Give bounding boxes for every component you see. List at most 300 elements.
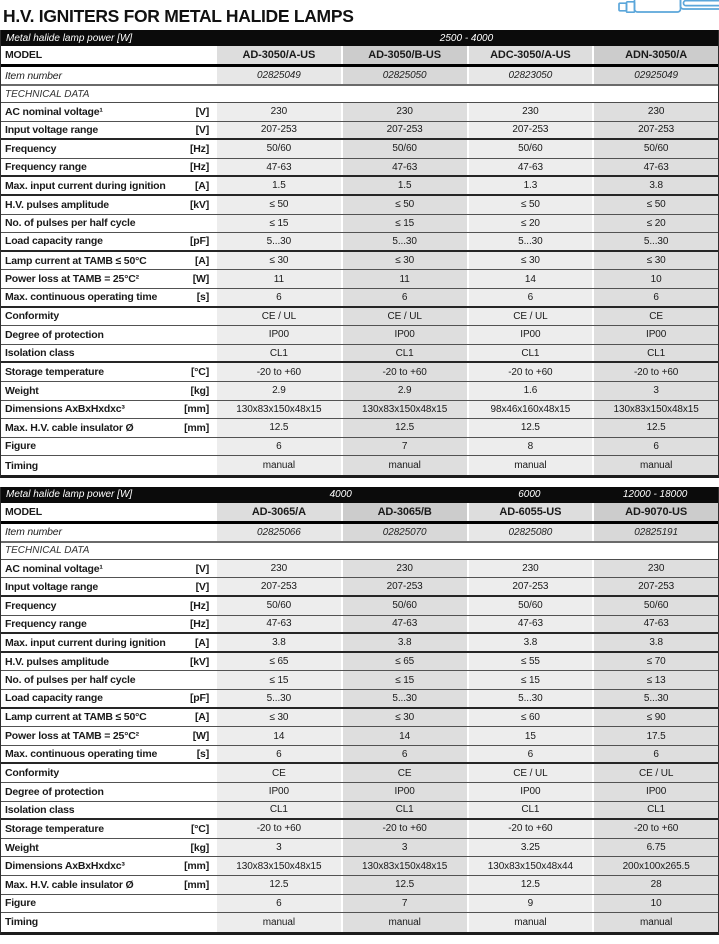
item-number-row [1,67,718,86]
spec-row [1,270,718,289]
spec-row-label [1,215,215,233]
spec-value-cell: CE / UL [215,308,341,326]
spec-value-cell: 7 [341,895,467,913]
spec-value-cell: -20 to +60 [341,820,467,838]
spec-value-cell: IP00 [341,783,467,801]
spec-value-cell: 3 [341,839,467,857]
spec-label-text: Load capacity range [5,235,103,248]
spec-value-cell: 15 [467,727,593,745]
spec-value-cell: ≤ 90 [592,709,718,727]
spec-label-text: Frequency range [5,161,87,174]
spec-value-cell: 12.5 [215,419,341,437]
spec-value-cell: -20 to +60 [467,820,593,838]
spec-row [1,177,718,196]
spec-label-text: Max. continuous operating time [5,291,158,304]
spec-value-cell: 47-63 [215,616,341,633]
page-header [0,0,719,30]
spec-value-cell: 50/60 [341,140,467,158]
item-number-row-label: Item number [1,67,215,84]
spec-row-label [1,140,215,158]
spec-value-cell: -20 to +60 [215,363,341,381]
spec-label-text: Conformity [5,310,59,323]
item-number-row [1,524,718,543]
spec-value-cell: 5...30 [341,233,467,250]
spec-value-cell: 12.5 [592,419,718,437]
spec-value-cell: CL1 [467,345,593,362]
spec-value-cell: 207-253 [467,578,593,595]
spec-value-cell: 6 [215,289,341,306]
model-name-cell: AD-9070-US [592,503,718,521]
model-row-label: MODEL [1,503,215,521]
spec-unit-text: [mm] [184,403,209,416]
spec-unit-text: [W] [192,730,209,743]
item-number-row-label: Item number [1,524,215,541]
spec-value-cell: 5...30 [467,233,593,250]
spec-value-cell: 5...30 [592,233,718,250]
page-title: H.V. IGNITERS FOR METAL HALIDE LAMPS [3,6,354,26]
spec-value-cell: 230 [467,103,593,121]
spec-value-cell: 12.5 [467,876,593,894]
spec-row [1,746,718,765]
spec-row [1,326,718,345]
spec-value-cell: 130x83x150x48x15 [341,857,467,875]
spec-value-cell: manual [592,456,718,475]
spec-value-cell: CE / UL [467,764,593,782]
model-name-cell: ADC-3050/A-US [467,46,593,64]
spec-row-label [1,363,215,381]
spec-label-text: AC nominal voltage¹ [5,562,103,575]
spec-unit-text: [A] [195,179,209,192]
spec-row-label [1,103,215,121]
power-band-label: Metal halide lamp power [W] [6,32,133,44]
spec-value-cell: ≤ 30 [341,252,467,270]
technical-data-label: TECHNICAL DATA [1,543,718,560]
spec-value-cell: 10 [592,895,718,913]
spec-row-label [1,456,215,475]
spec-value-cell: -20 to +60 [467,363,593,381]
spec-label-text: Max. H.V. cable insulator Ø [5,878,134,891]
spec-value-cell: ≤ 50 [467,196,593,214]
spec-unit-text: [kg] [190,841,209,854]
spec-value-cell: 28 [592,876,718,894]
spec-value-cell: 207-253 [592,122,718,139]
spec-value-cell: 6 [467,289,593,306]
spec-value-cell: 230 [592,103,718,121]
spec-label-text: Lamp current at TAMB ≤ 50°C [5,254,147,267]
spec-value-cell: 230 [341,560,467,578]
spec-unit-text: [A] [195,254,209,267]
spec-value-cell: 14 [467,270,593,288]
power-range-value: 6000 [518,489,541,501]
model-row-label: MODEL [1,46,215,64]
spec-value-cell: ≤ 15 [341,671,467,689]
spec-value-cell: 230 [341,103,467,121]
spec-value-cell: 12.5 [215,876,341,894]
spec-value-cell: manual [215,456,341,475]
spec-label-text: Isolation class [5,347,75,360]
spec-row-label [1,653,215,671]
spec-row [1,727,718,746]
spec-label-text: Timing [5,916,39,929]
item-number-cell: 02825050 [341,67,467,84]
spec-row-label [1,308,215,326]
model-name-cell: ADN-3050/A [592,46,718,64]
spec-label-text: Max. H.V. cable insulator Ø [5,421,134,434]
spec-value-cell: manual [215,913,341,932]
spec-value-cell: 12.5 [341,419,467,437]
spec-value-cell: ≤ 50 [341,196,467,214]
spec-value-cell: 3.8 [341,634,467,651]
spec-value-cell: manual [341,456,467,475]
spec-label-text: Timing [5,459,39,472]
spec-row [1,363,718,382]
spec-value-cell: IP00 [592,326,718,344]
spec-label-text: No. of pulses per half cycle [5,217,136,230]
spec-row [1,857,718,876]
spec-label-text: Frequency range [5,617,87,630]
spec-value-cell: 130x83x150x48x15 [215,857,341,875]
spec-value-cell: 47-63 [341,159,467,176]
spec-row-label [1,727,215,745]
spec-value-cell: 11 [215,270,341,288]
spec-label-text: Lamp current at TAMB ≤ 50°C [5,711,147,724]
spec-value-cell: 6 [467,746,593,763]
spec-value-cell: 5...30 [341,690,467,707]
spec-value-cell: 50/60 [215,597,341,615]
spec-value-cell: 6.75 [592,839,718,857]
spec-row [1,839,718,858]
spec-unit-text: [pF] [189,692,209,705]
spec-unit-text: [V] [195,580,209,593]
spec-label-text: Power loss at TAMB = 25°C² [5,730,139,743]
spec-value-cell: 130x83x150x48x15 [341,401,467,419]
spec-value-cell: CL1 [215,345,341,362]
technical-data-label: TECHNICAL DATA [1,86,718,103]
tables-container [0,30,719,935]
spec-label-text: Max. input current during ignition [5,179,166,192]
spec-label-text: Frequency [5,142,57,155]
spec-row-label [1,438,215,456]
spec-label-text: H.V. pulses amplitude [5,655,109,668]
spec-row-label [1,345,215,362]
spec-value-cell: 47-63 [592,159,718,176]
spec-label-text: Frequency [5,599,57,612]
spec-row-label [1,196,215,214]
spec-value-cell: CL1 [341,802,467,819]
spec-value-cell: manual [592,913,718,932]
spec-unit-text: [mm] [184,421,209,434]
spec-value-cell: 10 [592,270,718,288]
spec-unit-text: [Hz] [189,617,209,630]
spec-value-cell: 130x83x150x48x15 [592,401,718,419]
spec-row [1,616,718,635]
spec-value-cell: IP00 [215,783,341,801]
spec-row-label [1,159,215,176]
spec-unit-text: [°C] [191,366,209,379]
spec-row [1,597,718,616]
spec-unit-text: [A] [195,711,209,724]
spec-row-label [1,560,215,578]
spec-label-text: Load capacity range [5,692,103,705]
spec-value-cell: 130x83x150x48x44 [467,857,593,875]
spec-row-label [1,597,215,615]
model-name-cell: AD-3065/B [341,503,467,521]
spec-value-cell: 5...30 [467,690,593,707]
spec-value-cell: 207-253 [592,578,718,595]
spec-row [1,634,718,653]
spec-unit-text: [Hz] [189,142,209,155]
spec-value-cell: 207-253 [467,122,593,139]
spec-value-cell: CE [592,308,718,326]
spec-row-label [1,177,215,194]
spec-value-cell: ≤ 15 [215,671,341,689]
spec-value-cell: 1.5 [215,177,341,194]
spec-value-cell: 3 [592,382,718,400]
spec-value-cell: 8 [467,438,593,456]
spec-row [1,764,718,783]
spec-value-cell: 230 [592,560,718,578]
igniter-product-drawing-icon [617,0,719,16]
spec-label-text: Isolation class [5,803,75,816]
spec-label-text: Storage temperature [5,822,104,835]
spec-row [1,103,718,122]
model-name-cell: AD-3050/A-US [215,46,341,64]
spec-unit-text: [°C] [191,822,209,835]
model-name-cell: AD-3050/B-US [341,46,467,64]
spec-value-cell: 11 [341,270,467,288]
spec-value-cell: ≤ 60 [467,709,593,727]
spec-row-label [1,270,215,288]
spec-value-cell: ≤ 15 [341,215,467,233]
spec-value-cell: 5...30 [215,233,341,250]
spec-row-label [1,783,215,801]
spec-value-cell: CE [341,764,467,782]
spec-row [1,578,718,597]
spec-row-label [1,252,215,270]
spec-label-text: Dimensions AxBxHxdxc³ [5,403,125,416]
spec-value-cell: 230 [215,103,341,121]
power-band-label: Metal halide lamp power [W] [6,489,133,501]
spec-row [1,345,718,364]
spec-unit-text: [mm] [184,860,209,873]
power-band [1,30,718,46]
spec-row [1,382,718,401]
spec-value-cell: 50/60 [341,597,467,615]
spec-value-cell: manual [467,456,593,475]
spec-value-cell: CE [215,764,341,782]
spec-label-text: Figure [5,897,36,910]
spec-value-cell: 2.9 [341,382,467,400]
spec-value-cell: -20 to +60 [341,363,467,381]
item-number-cell: 02825191 [592,524,718,541]
spec-value-cell: IP00 [467,783,593,801]
spec-value-cell: 230 [215,560,341,578]
model-name-cell: AD-6055-US [467,503,593,521]
spec-row [1,653,718,672]
power-band [1,487,718,503]
spec-row [1,690,718,709]
model-row [1,46,718,67]
spec-value-cell: CE / UL [341,308,467,326]
spec-value-cell: 3.8 [215,634,341,651]
spec-label-text: No. of pulses per half cycle [5,674,136,687]
spec-value-cell: CE / UL [467,308,593,326]
spec-row-label [1,233,215,250]
spec-value-cell: 6 [341,746,467,763]
spec-value-cell: 12.5 [467,419,593,437]
spec-row [1,196,718,215]
spec-row [1,671,718,690]
spec-label-text: Max. input current during ignition [5,636,166,649]
spec-row-label [1,616,215,633]
spec-value-cell: 207-253 [341,578,467,595]
spec-label-text: Input voltage range [5,580,99,593]
spec-label-text: Max. continuous operating time [5,748,158,761]
power-range-value: 12000 - 18000 [622,489,688,501]
spec-value-cell: 207-253 [341,122,467,139]
spec-value-cell: 12.5 [341,876,467,894]
item-number-cell: 02825070 [341,524,467,541]
spec-row-label [1,895,215,913]
spec-label-text: H.V. pulses amplitude [5,198,109,211]
spec-value-cell: 5...30 [592,690,718,707]
spec-row [1,709,718,728]
spec-value-cell: 47-63 [592,616,718,633]
spec-value-cell: 50/60 [592,597,718,615]
spec-label-text: Weight [5,384,39,397]
spec-value-cell: ≤ 30 [215,252,341,270]
spec-value-cell: ≤ 30 [592,252,718,270]
spec-row-label [1,764,215,782]
spec-value-cell: ≤ 13 [592,671,718,689]
spec-value-cell: 6 [215,895,341,913]
spec-row-label [1,326,215,344]
model-row [1,503,718,524]
spec-row [1,401,718,420]
spec-value-cell: 6 [592,289,718,306]
spec-value-cell: 14 [215,727,341,745]
spec-value-cell: CL1 [592,802,718,819]
spec-value-cell: 6 [592,438,718,456]
spec-value-cell: 207-253 [215,122,341,139]
spec-value-cell: ≤ 30 [215,709,341,727]
spec-value-cell: 17.5 [592,727,718,745]
spec-value-cell: 230 [467,560,593,578]
power-range-value: 2500 - 4000 [439,32,494,44]
spec-unit-text: [mm] [184,878,209,891]
spec-value-cell: ≤ 20 [467,215,593,233]
spec-unit-text: [A] [195,636,209,649]
spec-value-cell: -20 to +60 [215,820,341,838]
spec-value-cell: -20 to +60 [592,820,718,838]
spec-value-cell: ≤ 15 [215,215,341,233]
spec-row [1,783,718,802]
spec-row-label [1,578,215,595]
spec-row-label [1,913,215,932]
spec-value-cell: 3 [215,839,341,857]
spec-row-label [1,709,215,727]
spec-row-label [1,419,215,437]
spec-label-text: Figure [5,440,36,453]
spec-unit-text: [pF] [189,235,209,248]
spec-value-cell: 3.8 [592,177,718,194]
spec-row-label [1,802,215,819]
spec-value-cell: ≤ 50 [592,196,718,214]
spec-row [1,876,718,895]
spec-unit-text: [s] [196,748,209,761]
spec-value-cell: 3.8 [592,634,718,651]
spec-value-cell: manual [467,913,593,932]
spec-unit-text: [kV] [189,655,209,668]
spec-unit-text: [V] [195,123,209,136]
spec-row [1,233,718,252]
spec-value-cell: 47-63 [215,159,341,176]
spec-value-cell: 200x100x265.5 [592,857,718,875]
spec-row-label [1,382,215,400]
spec-value-cell: 3.25 [467,839,593,857]
spec-value-cell: 6 [215,438,341,456]
spec-label-text: Dimensions AxBxHxdxc³ [5,860,125,873]
spec-unit-text: [V] [195,562,209,575]
spec-row [1,122,718,141]
spec-row-label [1,876,215,894]
spec-label-text: Degree of protection [5,328,104,341]
spec-value-cell: 207-253 [215,578,341,595]
spec-label-text: Power loss at TAMB = 25°C² [5,273,139,286]
spec-label-text: AC nominal voltage¹ [5,105,103,118]
spec-label-text: Storage temperature [5,366,104,379]
spec-value-cell: ≤ 30 [341,709,467,727]
spec-label-text: Degree of protection [5,785,104,798]
spec-unit-text: [W] [192,273,209,286]
spec-value-cell: ≤ 30 [467,252,593,270]
spec-label-text: Input voltage range [5,123,99,136]
spec-value-cell: 14 [341,727,467,745]
spec-value-cell: 50/60 [467,597,593,615]
spec-value-cell: 1.5 [341,177,467,194]
spec-value-cell: 6 [215,746,341,763]
spec-value-cell: CE / UL [592,764,718,782]
spec-label-text: Weight [5,841,39,854]
spec-unit-text: [kg] [190,384,209,397]
spec-value-cell: 1.3 [467,177,593,194]
spec-row [1,140,718,159]
item-number-cell: 02825066 [215,524,341,541]
spec-row-label [1,690,215,707]
spec-value-cell: 47-63 [341,616,467,633]
spec-value-cell: 50/60 [215,140,341,158]
spec-row [1,438,718,457]
item-number-cell: 02825080 [467,524,593,541]
spec-value-cell: 130x83x150x48x15 [215,401,341,419]
spec-row [1,419,718,438]
spec-value-cell: ≤ 65 [215,653,341,671]
spec-row-label [1,857,215,875]
igniter-table-1 [0,30,719,478]
spec-row-label [1,122,215,139]
spec-value-cell: 7 [341,438,467,456]
spec-row-label [1,820,215,838]
spec-unit-text: [s] [196,291,209,304]
spec-row-label [1,839,215,857]
spec-value-cell: CL1 [467,802,593,819]
spec-label-text: Conformity [5,767,59,780]
power-range-value: 4000 [329,489,352,501]
spec-value-cell: 3.8 [467,634,593,651]
spec-value-cell: ≤ 15 [467,671,593,689]
spec-value-cell: ≤ 20 [592,215,718,233]
spec-row [1,215,718,234]
